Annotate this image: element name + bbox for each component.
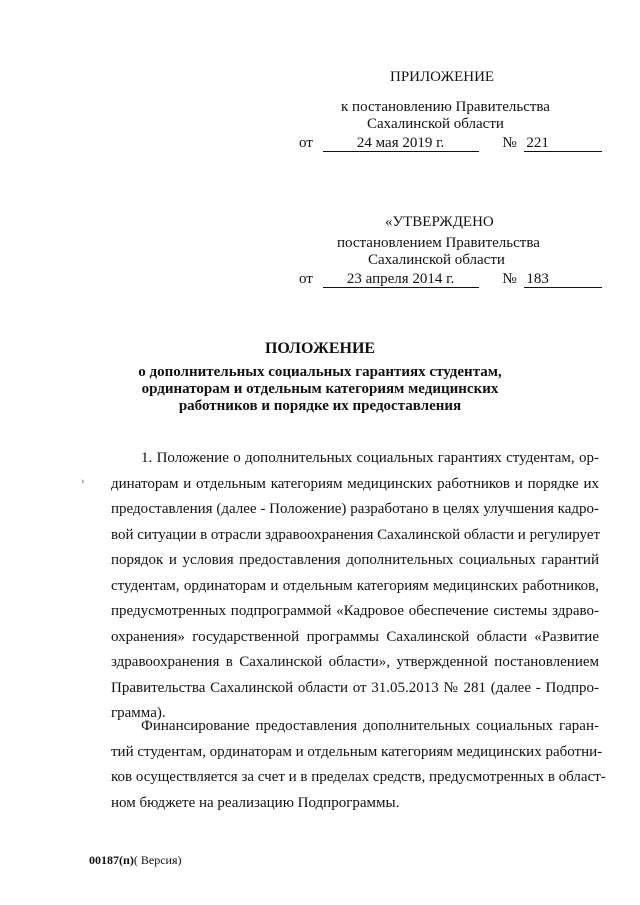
text-line: тий студентам, ординаторам и отдельным категориям медицинских работни-: [111, 743, 603, 760]
footer: [89, 853, 182, 868]
from-label: от: [299, 271, 313, 287]
appendix-number: 221: [524, 136, 602, 152]
text-line: здравоохранения в Сахалинской области», утвержденной постановлением: [111, 654, 599, 670]
footer-version: ( Версия): [133, 853, 182, 867]
document-subtitle-line: о дополнительных социальных гарантиях студентам,: [138, 364, 502, 380]
number-label: №: [502, 271, 517, 287]
from-label: от: [299, 135, 313, 151]
appendix-date: 24 мая 2019 г.: [323, 136, 479, 152]
text-line: Правительства Сахалинской области от 31.05.2013 № 281 (далее - Подпро-: [111, 679, 599, 696]
appendix-title: ПРИЛОЖЕНИЕ: [390, 69, 495, 85]
approved-line2: Сахалинской области: [368, 252, 505, 268]
scan-mark: ›: [81, 476, 85, 487]
text-line: Финансирование предоставления дополнительных социальных гаран-: [141, 718, 599, 734]
text-line: ном бюджете на реализацию Подпрограммы.: [111, 794, 400, 811]
text-line: грамма).: [111, 705, 166, 721]
document-subtitle-line: ординаторам и отдельным категориям медицинских: [141, 381, 499, 397]
number-label: №: [502, 135, 517, 151]
document-title: ПОЛОЖЕНИЕ: [264, 340, 376, 357]
approved-line1: постановлением Правительства: [337, 235, 540, 251]
footer-code: 00187(п): [89, 853, 134, 867]
document-subtitle-line: работников и порядке их предоставления: [178, 398, 462, 414]
approved-title: «УТВЕРЖДЕНО: [385, 214, 494, 230]
text-line: ков осуществляется за счет и в пределах средств, предусмотренных в област-: [111, 769, 606, 785]
appendix-line2: Сахалинской области: [367, 116, 504, 132]
approved-date-row: [299, 270, 602, 288]
text-line: динаторам и отдельным категориям медицинских работников и порядке их: [111, 475, 599, 492]
approved-number: 183: [524, 272, 602, 288]
paragraph-2: [111, 714, 606, 816]
text-line: предоставления (далее - Положение) разработано в целях улучшения кадро-: [111, 501, 599, 517]
appendix-date-row: [299, 134, 602, 152]
text-line: охранения» государственной программы Сахалинской области «Развитие: [111, 628, 599, 645]
text-line: порядок и условия предоставления дополнительных социальных гарантий: [111, 552, 599, 568]
paragraph-1: [111, 446, 599, 727]
text-line: 1. Положение о дополнительных социальных гарантиях студентам, ор-: [141, 450, 599, 466]
text-line: вой ситуации в отрасли здравоохранения Сахалинской области и регулирует: [111, 526, 601, 543]
approved-date: 23 апреля 2014 г.: [323, 272, 479, 288]
text-line: студентам, ординаторам и отдельным категориям медицинских работников,: [111, 577, 599, 594]
appendix-line1: к постановлению Правительства: [341, 99, 550, 115]
text-line: предусмотренных подпрограммой «Кадровое обеспечение системы здраво-: [111, 603, 599, 619]
